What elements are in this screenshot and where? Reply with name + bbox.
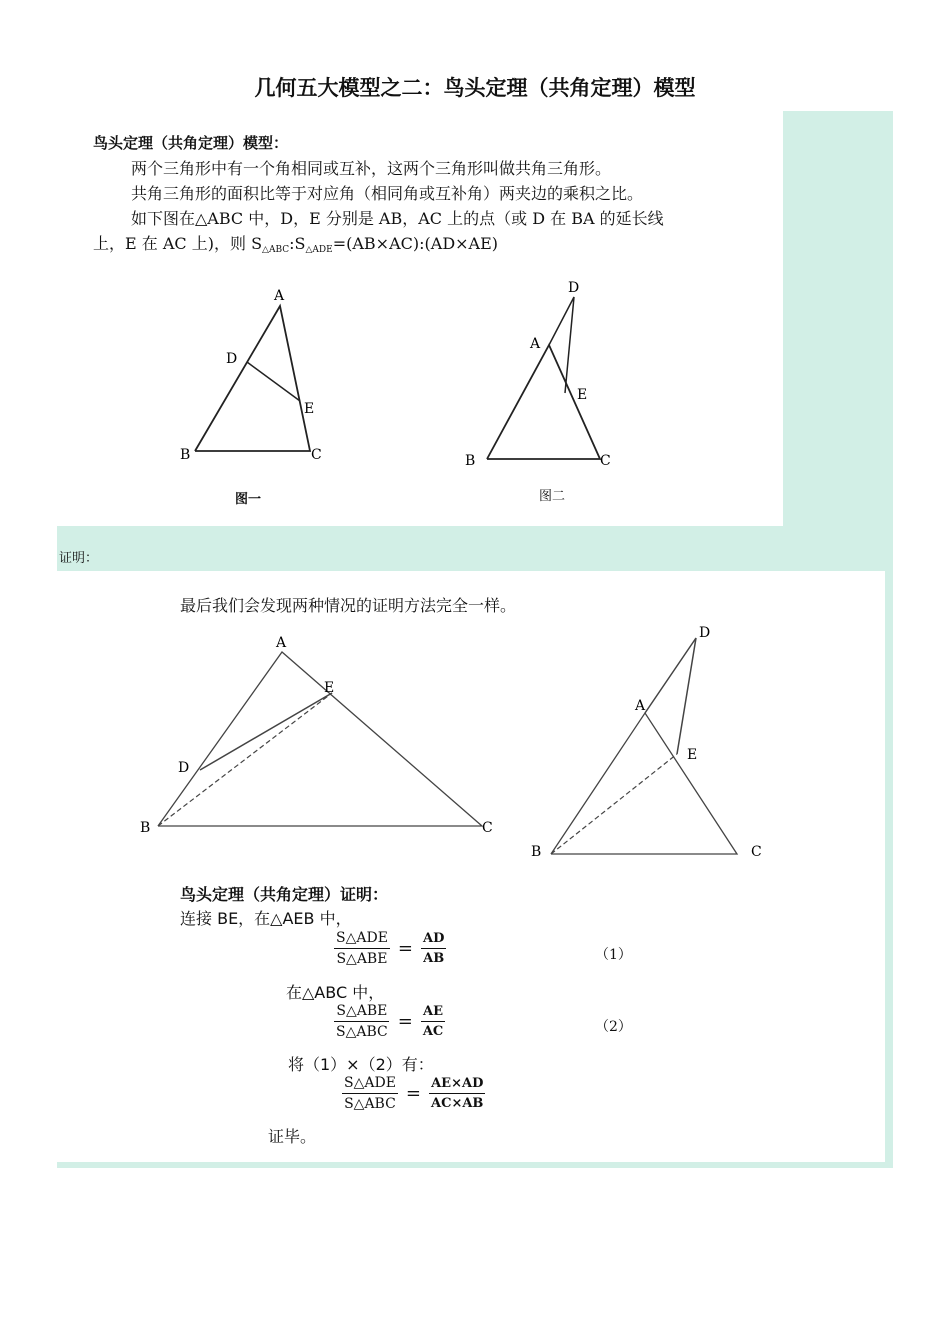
- intro-heading: 鸟头定理（共角定理）模型：: [93, 134, 289, 152]
- fig2-label-c: C: [600, 453, 611, 469]
- eq2-numerator: S△ABE: [334, 1003, 389, 1022]
- pf1-label-b: B: [140, 820, 151, 836]
- mint-sidebar-right: [885, 571, 893, 1168]
- mint-bottom-bar: [57, 1162, 893, 1168]
- eq1-numerator: S△ADE: [334, 930, 390, 949]
- eq1-rhs-denominator: AB: [423, 951, 445, 966]
- mint-band: [57, 526, 893, 571]
- eq1-rhs-numerator: AD: [421, 931, 446, 949]
- proof-figure-1: [130, 630, 510, 844]
- mint-sidebar-top: [783, 111, 893, 526]
- figure-2: [455, 275, 625, 479]
- page-title: 几何五大模型之二：鸟头定理（共角定理）模型: [254, 76, 696, 100]
- pf1-segment-de: [200, 693, 332, 770]
- eq2-number: （2）: [595, 1019, 632, 1035]
- eq3-rhs-numerator: AE×AD: [429, 1076, 485, 1094]
- intro-line-1: 两个三角形中有一个角相同或互补，这两个三角形叫做共角三角形。: [131, 159, 612, 178]
- pf2-segment-ade: [645, 638, 696, 754]
- pf2-label-e: E: [687, 747, 698, 763]
- fig1-caption: 图一: [235, 492, 262, 507]
- intro-line-4: [93, 231, 768, 263]
- fig1-label-b: B: [180, 447, 191, 463]
- eq1-equals: =: [397, 938, 414, 959]
- eq2-equals: =: [397, 1011, 413, 1032]
- pf1-label-e: E: [324, 680, 335, 696]
- proof-heading: 鸟头定理（共角定理）证明：: [180, 885, 389, 904]
- eq2-rhs-denominator: AC: [422, 1024, 444, 1039]
- pf1-label-c: C: [482, 820, 493, 836]
- pf2-label-a: A: [635, 698, 646, 714]
- fig1-triangle: [195, 306, 310, 451]
- equation-3: [342, 1075, 485, 1112]
- eq3-rhs-denominator: AC×AB: [431, 1096, 484, 1111]
- figure-1: [170, 280, 340, 474]
- eq3-equals: =: [405, 1083, 422, 1104]
- intro-line-3: 如下图在△ABC 中，D，E 分别是 AB，AC 上的点（或 D 在 BA 的延长线: [131, 209, 664, 228]
- fig1-label-a: A: [274, 288, 285, 304]
- proof-end: 证毕。: [268, 1127, 317, 1146]
- equation-1: [334, 930, 446, 967]
- formula-sub2: △ADE: [305, 245, 333, 255]
- pf1-label-a: A: [276, 635, 287, 651]
- proof-label: 证明：: [59, 551, 99, 566]
- pf1-triangle: [158, 652, 482, 826]
- pf2-triangle: [551, 713, 737, 854]
- eq1-denominator: S△ABE: [336, 951, 388, 967]
- proof-note: 最后我们会发现两种情况的证明方法完全一样。: [180, 596, 517, 615]
- fig2-label-a: A: [530, 336, 541, 352]
- proof-figure-2: [525, 618, 775, 867]
- proof-step-2: 在△ABC 中，: [286, 983, 385, 1002]
- fig1-label-d: D: [226, 351, 238, 367]
- fig1-label-c: C: [311, 447, 322, 463]
- intro-section: [93, 131, 768, 263]
- eq1-number: （1）: [595, 947, 632, 963]
- pf2-label-b: B: [531, 844, 542, 860]
- proof-step-3: 将（1）×（2）有：: [288, 1055, 434, 1074]
- formula-colon: :S: [289, 234, 306, 253]
- fig2-segment-ade: [549, 297, 574, 393]
- fig2-label-e: E: [577, 387, 588, 403]
- fig2-label-b: B: [465, 453, 476, 469]
- fig2-label-d: D: [568, 280, 580, 296]
- formula-rest: =(AB×AC):(AD×AE): [332, 234, 499, 253]
- intro-line-4-text: 上，E 在 AC 上)，则: [93, 234, 252, 253]
- eq3-denominator: S△ABC: [344, 1096, 396, 1112]
- formula-s1: S: [251, 234, 263, 253]
- fig1-label-e: E: [304, 401, 315, 417]
- pf1-label-d: D: [178, 760, 190, 776]
- eq2-denominator: S△ABC: [336, 1024, 388, 1040]
- equation-2: [334, 1003, 445, 1040]
- pf2-label-d: D: [699, 625, 711, 641]
- pf2-label-c: C: [751, 844, 762, 860]
- eq2-rhs-numerator: AE: [421, 1004, 445, 1022]
- formula-sub1: △ABC: [262, 245, 290, 255]
- intro-line-2: 共角三角形的面积比等于对应角（相同角或互补角）两夹边的乘积之比。: [131, 184, 644, 203]
- pf2-segment-be-dashed: [551, 754, 677, 854]
- eq3-numerator: S△ADE: [342, 1075, 398, 1094]
- proof-step-1: 连接 BE，在△AEB 中，: [180, 909, 352, 928]
- fig2-caption: 图二: [539, 489, 566, 504]
